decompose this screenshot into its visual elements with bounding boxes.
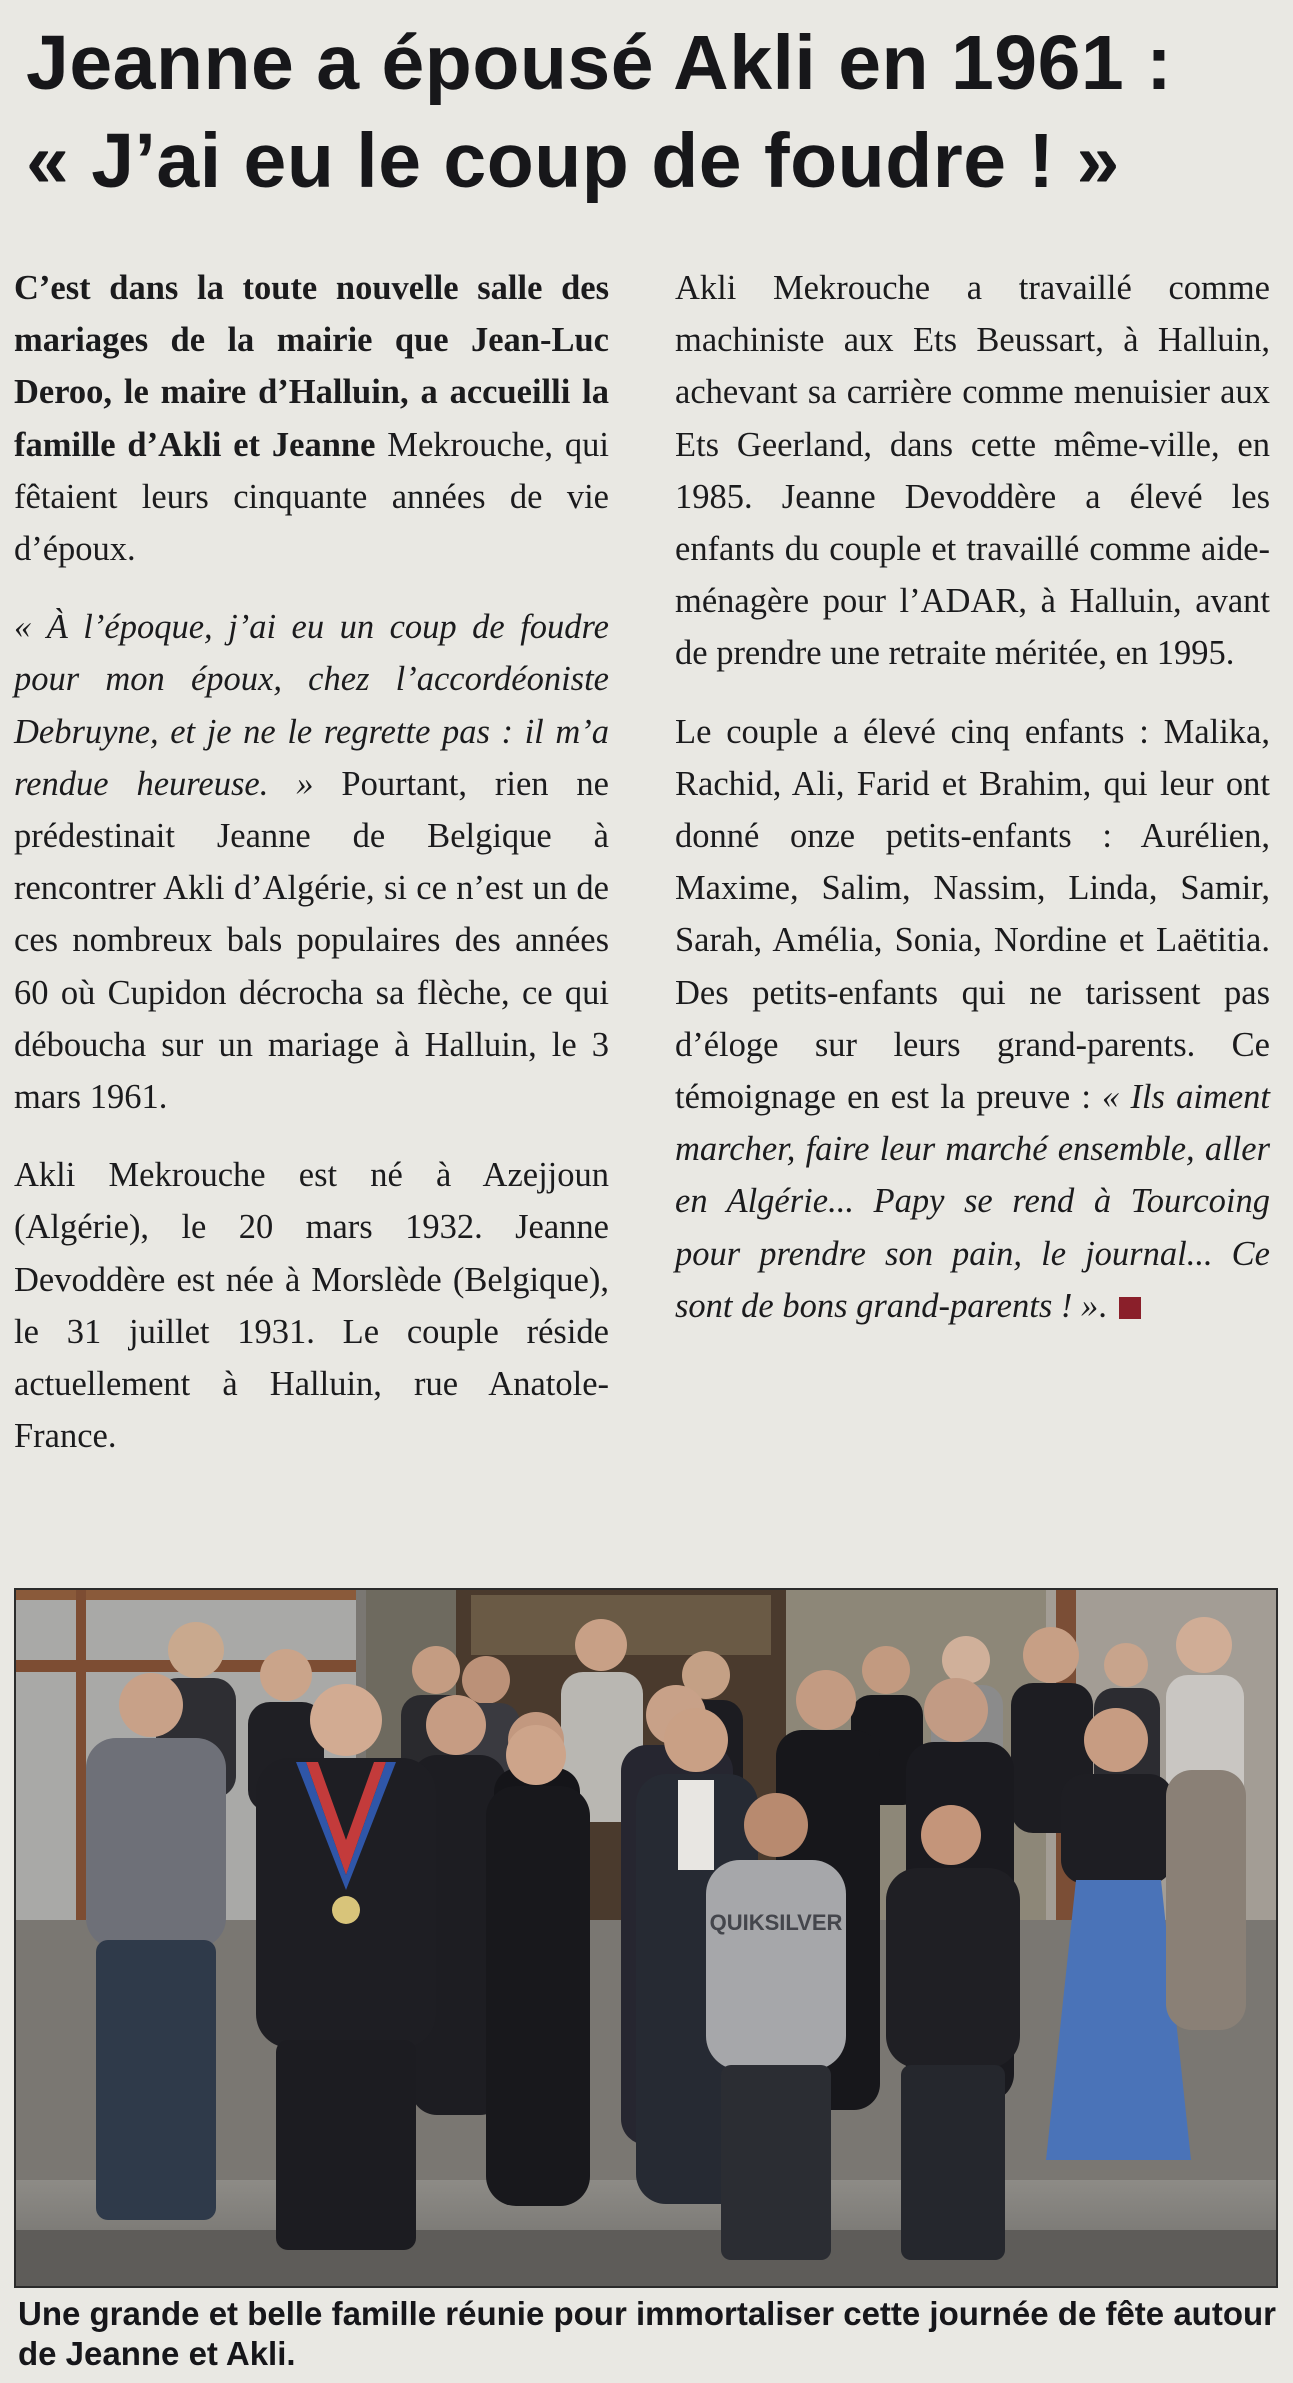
career-paragraph: Akli Mekrouche a travaillé comme machiniste aux Ets Beussart, à Halluin, achevant sa carrière comme menuisier aux Ets Geerland, dans cette même-ville, en 1985. Jeanne Devoddère a élevé les enfants du couple et travaillé comme aide-ménagère pour l’ADAR, à Halluin, avant de prendre une retraite méritée, en 1995. [675,269,1270,673]
person-boy-hoodie [744,1793,808,1857]
photo-illustration [16,1590,1276,2286]
photo-caption: Une grande et belle famille réunie pour immortaliser cette journée de fête autour de Jeanne et Akli. [18,2295,1276,2372]
person-akli [664,1708,728,1772]
headline-line-1: Jeanne a épousé Akli en 1961 : [26,20,1173,106]
lead-paragraph [14,262,609,575]
jeanne-quote: « À l’époque, j’ai eu un coup de foudre pour mon époux, chez l’accordéoniste Debruyne, et je ne le regrette pas : il m’a rendue heureuse. » [14,608,609,803]
end-of-article-mark [1119,1297,1141,1319]
person-boy-jacket [921,1805,981,1865]
person-jeanne [506,1725,566,1785]
headline-line-2: « J’ai eu le coup de foudre ! » [26,118,1120,204]
person-girl-blue-dress [1084,1708,1148,1772]
person-mayor [310,1684,382,1756]
biography-paragraph: Akli Mekrouche est né à Azejjoun (Algérie), le 20 mars 1932. Jeanne Devoddère est née à Morslède (Belgique), le 31 juillet 1931. Le couple réside actuellement à Halluin, rue Anatole-France. [14,1156,609,1456]
person-young-man [119,1673,183,1737]
family-group-photo [14,1588,1278,2288]
family-end: . [1098,1286,1107,1325]
mayor-medal [332,1896,360,1924]
lead-rest-text: Mekrouche, qui fêtaient leurs cinquante années de vie d’époux. [14,425,609,569]
article-column-right [675,262,1270,1358]
hoodie-print: QUIKSILVER [709,1910,843,1935]
quote-rest-text: Pourtant, rien ne prédestinait Jeanne de Belgique à rencontrer Akli d’Algérie, si ce n’est un de ces nombreux bals populaires des années 60 où Cupidon décrocha sa flèche, ce qui déboucha sur un mariage à Halluin, le 3 mars 1961. [14,764,609,1117]
family-text: Le couple a élevé cinq enfants : Malika, Rachid, Ali, Farid et Brahim, qui leur ont donné onze petits-enfants : Aurélien, Maxime, Salim, Nassim, Linda, Samir, Sarah, Amélia, Sonia, Nordine et Laëtitia. Des petits-enfants qui ne tarissent pas d’éloge sur leurs grand-parents. Ce témoignage en est la preuve : [675,712,1270,1117]
lead-bold-text: C’est dans la toute nouvelle salle des mariages de la mairie que Jean-Luc Deroo, le maire d’Halluin, a accueilli la famille d’Akli et Jeanne [14,269,609,464]
article-column-left [14,262,609,1488]
grandchildren-quote: « Ils aiment marcher, faire leur marché ensemble, aller en Algérie... Papy se rend à Tourcoing pour prendre son pain, le journal... Ce sont de bons grand-parents ! » [675,1078,1270,1325]
family-paragraph [675,706,1270,1332]
headline [26,14,1276,210]
quote-paragraph [14,601,609,1123]
